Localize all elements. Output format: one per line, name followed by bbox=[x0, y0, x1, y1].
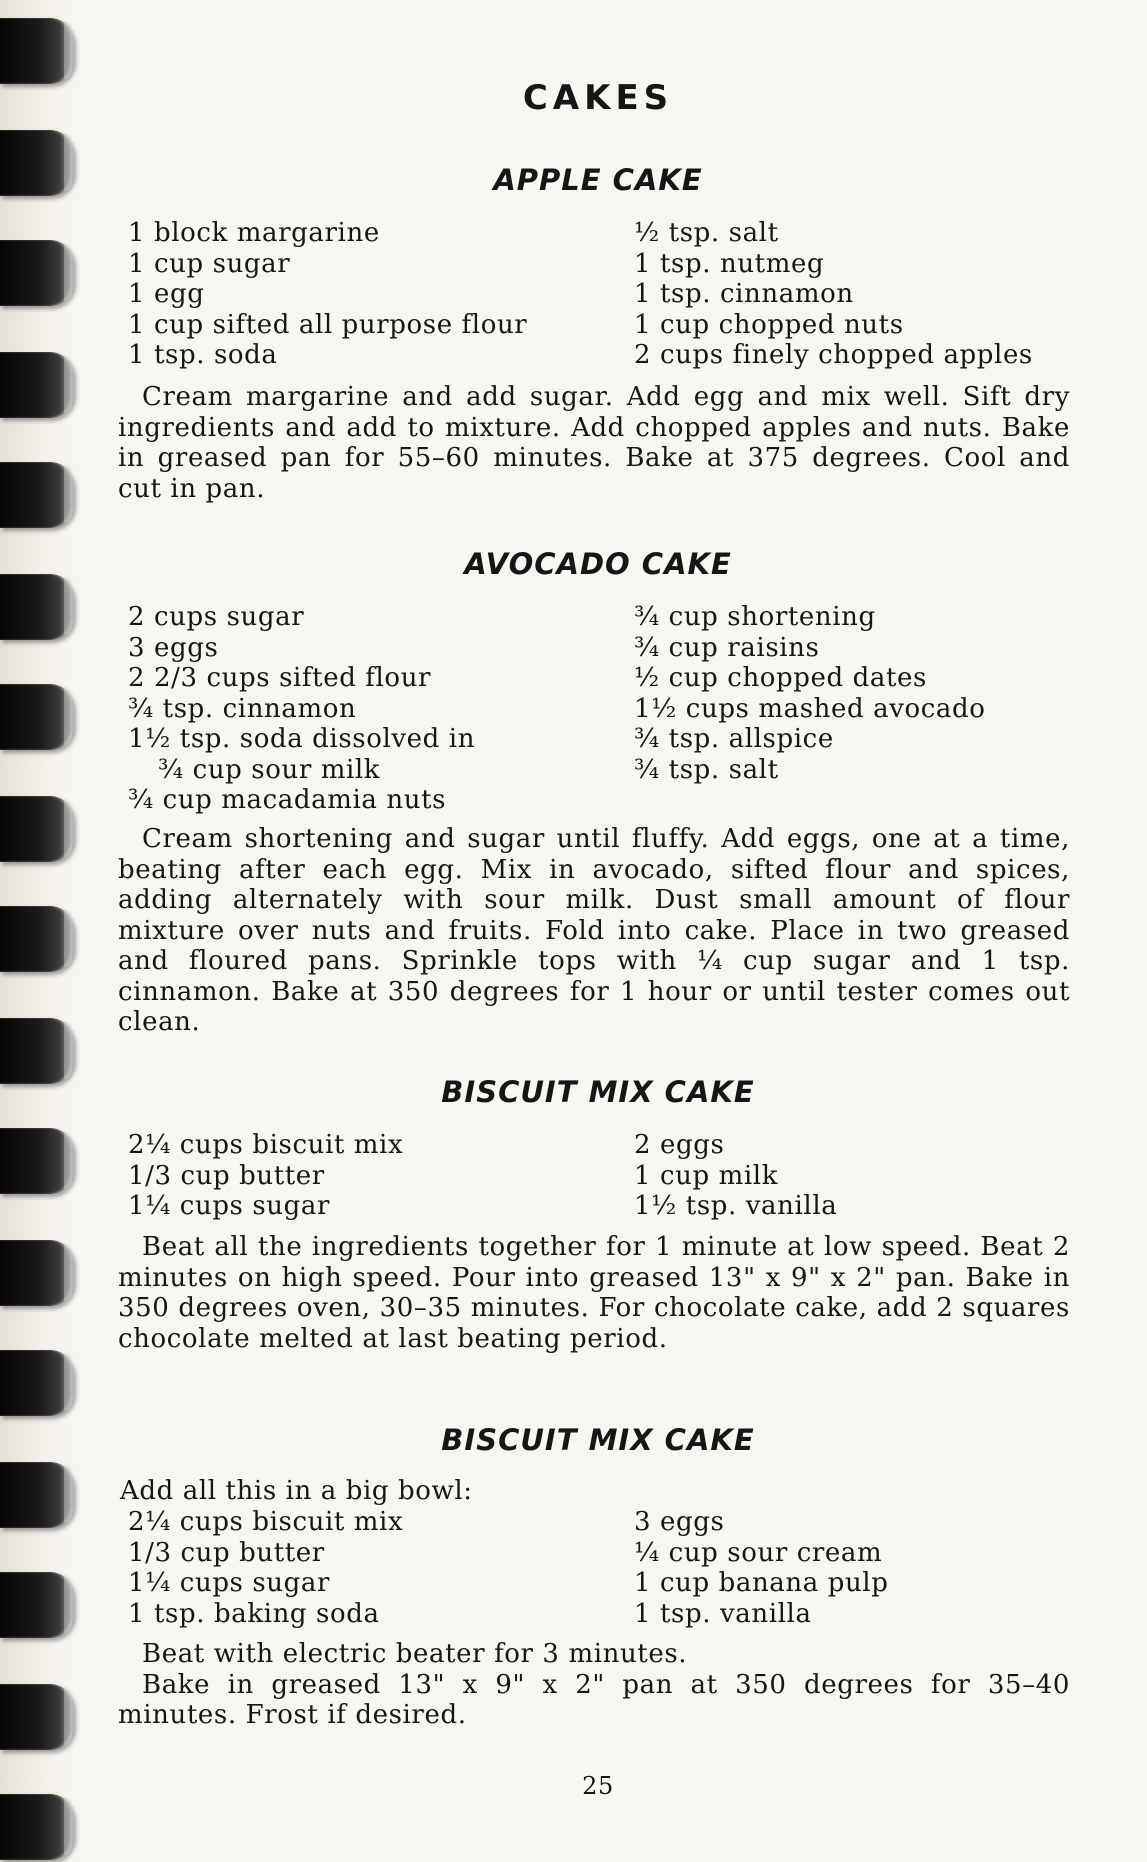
ingredient: 1½ cups mashed avocado bbox=[634, 693, 986, 724]
ingredient: ¾ tsp. salt bbox=[634, 754, 779, 785]
ingredient-column-left bbox=[128, 218, 527, 371]
ingredient: 2 cups sugar bbox=[128, 602, 305, 632]
ingredient: 1/3 cup butter bbox=[128, 1537, 325, 1568]
ingredient: ¾ tsp. allspice bbox=[634, 724, 834, 754]
recipe-biscuit-mix-cake bbox=[118, 1070, 1078, 1354]
ingredient: 3 eggs bbox=[634, 1507, 725, 1537]
ingredient: 1¼ cups sugar bbox=[128, 1191, 331, 1221]
ingredient-column-left bbox=[128, 602, 475, 816]
ingredient-list bbox=[118, 218, 1078, 378]
ingredient: 2 eggs bbox=[634, 1130, 725, 1160]
direction-step: Bake in greased 13" x 9" x 2" pan at 350 degrees for 35–40 minutes. Frost if desired. bbox=[118, 1669, 1070, 1730]
ingredient: 1 cup banana pulp bbox=[634, 1568, 889, 1598]
recipe-directions: Cream shortening and sugar until fluffy. Add eggs, one at a time, beating after each egg. Mix in avocado, sifted flour and spices, adding alternately with sour milk. Dust small amount of flour mixture over nuts and fruits. Fold into cake. Place in two greased and floured pans. Sprinkle tops with ¼ cup sugar and 1 tsp. cinnamon. Bake at 350 degrees for 1 hour or until tester comes out clean. bbox=[118, 824, 1070, 1037]
binding-ring bbox=[0, 1462, 74, 1528]
binding-ring bbox=[0, 1794, 74, 1860]
ingredient: 2¼ cups biscuit mix bbox=[128, 1130, 404, 1160]
ingredient: ¾ tsp. cinnamon bbox=[128, 693, 357, 724]
binding-ring bbox=[0, 1240, 74, 1306]
recipe-directions: Cream margarine and add sugar. Add egg and mix well. Sift dry ingredients and add to mixture. Add chopped apples and nuts. Bake in greased pan for 55–60 minutes. Bake at 375 degrees. Cool and cut in pan. bbox=[118, 382, 1070, 504]
ingredient: 1 tsp. nutmeg bbox=[634, 248, 825, 279]
ingredient: 1 tsp. baking soda bbox=[128, 1598, 380, 1629]
recipe-title: BISCUIT MIX CAKE bbox=[441, 1075, 755, 1109]
ingredient: ¾ cup shortening bbox=[634, 602, 876, 632]
ingredient-column-right bbox=[634, 218, 1033, 371]
recipe-intro: Add all this in a big bowl: bbox=[120, 1476, 473, 1506]
ingredient: 1/3 cup butter bbox=[128, 1160, 325, 1191]
page-content bbox=[118, 0, 1078, 1862]
recipe-avocado-cake bbox=[118, 542, 1078, 1038]
ingredient: 1 tsp. soda bbox=[128, 340, 278, 370]
binding-ring bbox=[0, 130, 74, 196]
recipe-apple-cake bbox=[118, 158, 1078, 504]
ingredient: 1 cup chopped nuts bbox=[634, 309, 904, 340]
ingredient: 1 cup sugar bbox=[128, 248, 291, 279]
ingredient: ¾ cup sour milk bbox=[158, 754, 381, 785]
ingredient: 2 2/3 cups sifted flour bbox=[128, 663, 432, 693]
binding-ring bbox=[0, 1684, 74, 1750]
binding-ring bbox=[0, 1128, 74, 1194]
recipe-title: APPLE CAKE bbox=[493, 163, 703, 197]
ingredient: 1¼ cups sugar bbox=[128, 1568, 331, 1598]
ingredient: 1 cup milk bbox=[634, 1160, 779, 1191]
ingredient: ¾ cup macadamia nuts bbox=[128, 785, 447, 815]
ingredient: 1 block margarine bbox=[128, 218, 380, 248]
direction-step: Beat with electric beater for 3 minutes. bbox=[142, 1639, 688, 1669]
ingredient-list bbox=[118, 1130, 1078, 1228]
ingredient: 2¼ cups biscuit mix bbox=[128, 1507, 404, 1537]
recipe-biscuit-mix-cake-banana bbox=[118, 1418, 1078, 1731]
recipe-directions: Beat all the ingredients together for 1 minute at low speed. Beat 2 minutes on high speed. Pour into greased 13" x 9" x 2" pan. Bake in 350 degrees oven, 30–35 minutes. For chocolate cake, add 2 squares chocolate melted at last beating period. bbox=[118, 1232, 1070, 1354]
ingredient: 1½ tsp. soda dissolved in bbox=[128, 724, 476, 754]
ingredient-column-right bbox=[634, 1130, 837, 1222]
ingredient: 1 tsp. vanilla bbox=[634, 1598, 812, 1629]
ingredient: 1 tsp. cinnamon bbox=[634, 279, 854, 309]
ingredient-list bbox=[118, 1507, 1078, 1635]
ingredient-column-left bbox=[128, 1130, 403, 1222]
ingredient: 2 cups finely chopped apples bbox=[634, 340, 1033, 370]
binding-ring bbox=[0, 240, 74, 306]
page-title: CAKES bbox=[522, 78, 674, 118]
ingredient-column-left bbox=[128, 1507, 403, 1629]
ingredient-list bbox=[118, 602, 1078, 820]
ingredient: 1½ tsp. vanilla bbox=[634, 1191, 838, 1221]
ingredient: ½ tsp. salt bbox=[634, 218, 779, 248]
binding-ring bbox=[0, 1018, 74, 1084]
binding-ring bbox=[0, 18, 74, 84]
binding-ring bbox=[0, 462, 74, 528]
ingredient-column-right bbox=[634, 602, 986, 785]
page-number: 25 bbox=[582, 1772, 614, 1800]
ingredient: 1 egg bbox=[128, 279, 205, 309]
recipe-title: AVOCADO CAKE bbox=[464, 547, 732, 581]
binding-ring bbox=[0, 574, 74, 640]
ingredient: ½ cup chopped dates bbox=[634, 663, 927, 693]
ingredient: ¼ cup sour cream bbox=[634, 1537, 883, 1568]
recipe-directions bbox=[118, 1639, 1070, 1731]
recipe-title: BISCUIT MIX CAKE bbox=[441, 1423, 755, 1457]
ingredient-column-right bbox=[634, 1507, 888, 1629]
binding-ring bbox=[0, 796, 74, 862]
binding-ring bbox=[0, 684, 74, 750]
ingredient: ¾ cup raisins bbox=[634, 632, 820, 663]
binding-ring bbox=[0, 1572, 74, 1638]
binding-ring bbox=[0, 1350, 74, 1416]
ingredient: 3 eggs bbox=[128, 632, 219, 663]
binding-ring bbox=[0, 906, 74, 972]
ingredient: 1 cup sifted all purpose flour bbox=[128, 309, 528, 340]
binding-ring bbox=[0, 352, 74, 418]
